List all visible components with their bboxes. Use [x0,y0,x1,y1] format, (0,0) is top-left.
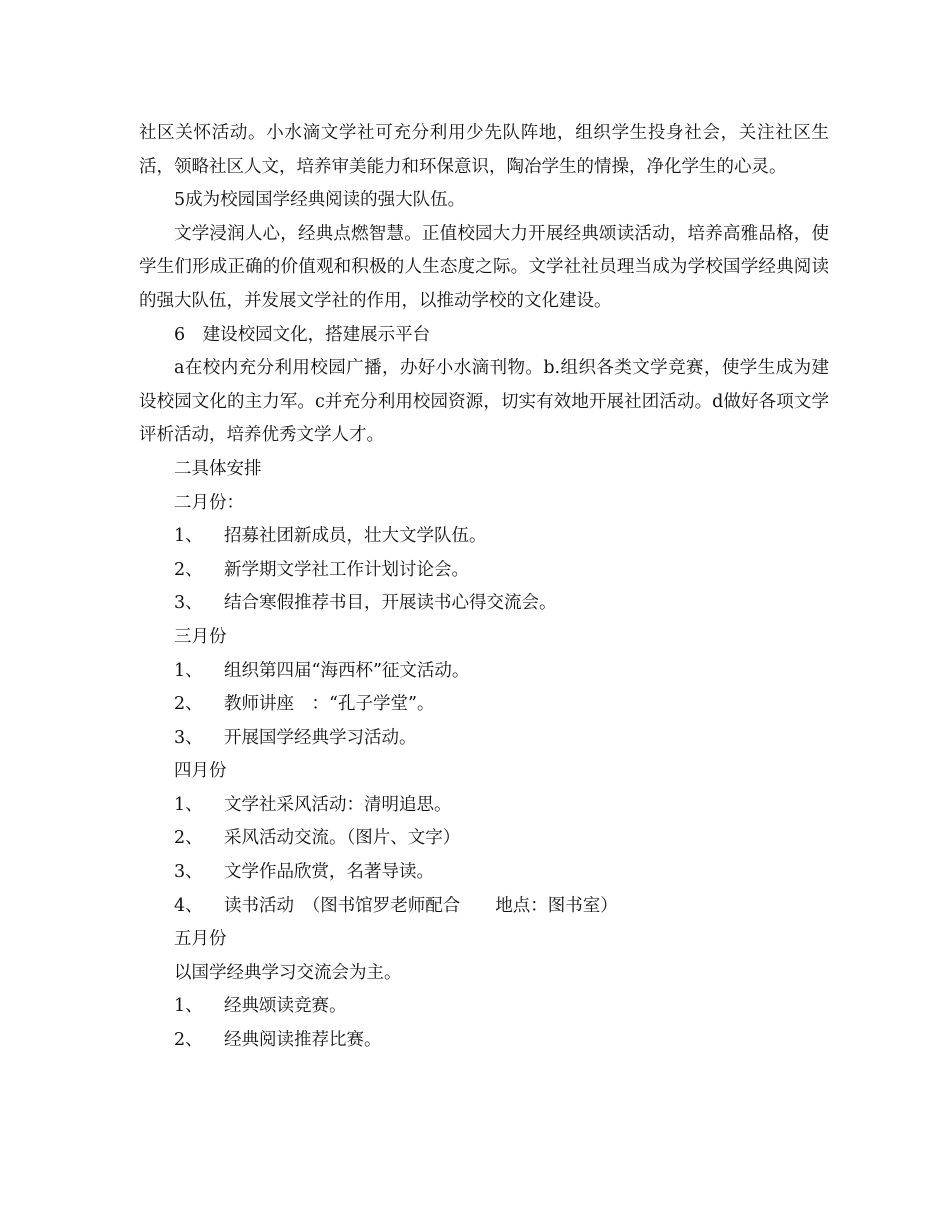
list-item-number: 3、 [174,727,203,748]
paragraph-community-care: 社区关怀活动。小水滴文学社可充分利用少先队阵地，组织学生投身社会，关注社区生活，领略社区人文，培养审美能力和环保意识，陶冶学生的情操，净化学生的心灵。 [139,123,829,177]
list-item [139,520,829,554]
list-item-number: 2、 [174,559,203,580]
list-item [139,856,829,890]
list-item [139,587,829,621]
paragraph-classics-reading: 文学浸润人心，经典点燃智慧。正值校园大力开展经典颂读活动，培养高雅品格，使学生们形成正确的价值观和积极的人生态度之际。文学社社员理当成为学校国学经典阅读的强大队伍，并发展文学社的作用，以推动学校的文化建设。 [139,223,829,311]
list-item-number: 1、 [174,526,203,547]
list-item-text: 文学社采风活动：清明追思。 [224,794,452,815]
list-item-number: 2、 [174,694,203,715]
list-item-number: 2、 [174,1030,203,1051]
list-item-number: 1、 [174,660,203,681]
list-item-number: 3、 [174,862,203,883]
section-heading-schedule: 二具体安排 [174,458,262,479]
list-item-number: 4、 [174,895,203,916]
list-item [139,688,829,722]
heading-point-5: 5成为校园国学经典阅读的强大队伍。 [174,190,466,211]
list-item-text: 结合寒假推荐书目，开展读书心得交流会。 [224,593,557,614]
list-item-text: 教师讲座 ：“孔子学堂”。 [224,694,435,715]
list-item [139,655,829,689]
paragraph-campus-culture: a在校内充分利用校园广播，办好小水滴刊物。b.组织各类文学竞赛，使学生成为建设校园文化的主力军。c并充分利用校园资源，切实有效地开展社团活动。d做好各项文学评析活动，培养优秀文学人才。 [139,358,829,446]
list-item-text: 文学作品欣赏，名著导读。 [224,862,434,883]
list-item [139,990,829,1024]
list-item-text: 经典颂读竞赛。 [224,996,347,1017]
list-item [139,890,829,924]
list-item-text: 组织第四届“海西杯”征文活动。 [224,660,470,681]
list-item-text: 开展国学经典学习活动。 [224,727,417,748]
list-item-text: 采风活动交流。（图片、文字） [224,828,461,849]
list-item [139,722,829,756]
list-item-number: 1、 [174,794,203,815]
month-heading-march: 三月份 [174,626,227,647]
list-item [139,554,829,588]
document-body [139,117,829,1058]
list-item-number: 2、 [174,828,203,849]
list-item-text: 经典阅读推荐比赛。 [224,1030,382,1051]
list-item-text: 读书活动 （图书馆罗老师配合 地点：图书室） [224,895,618,916]
list-item [139,1024,829,1058]
list-item-text: 新学期文学社工作计划讨论会。 [224,559,469,580]
list-item-number: 3、 [174,593,203,614]
list-item [139,822,829,856]
may-intro: 以国学经典学习交流会为主。 [174,962,402,983]
heading-point-6: 6 建设校园文化，搭建展示平台 [174,324,431,345]
list-item-text: 招募社团新成员，壮大文学队伍。 [224,526,487,547]
list-item [139,789,829,823]
month-heading-may: 五月份 [174,929,227,950]
list-item-number: 1、 [174,996,203,1017]
month-heading-february: 二月份： [174,492,244,513]
month-heading-april: 四月份 [174,761,227,782]
